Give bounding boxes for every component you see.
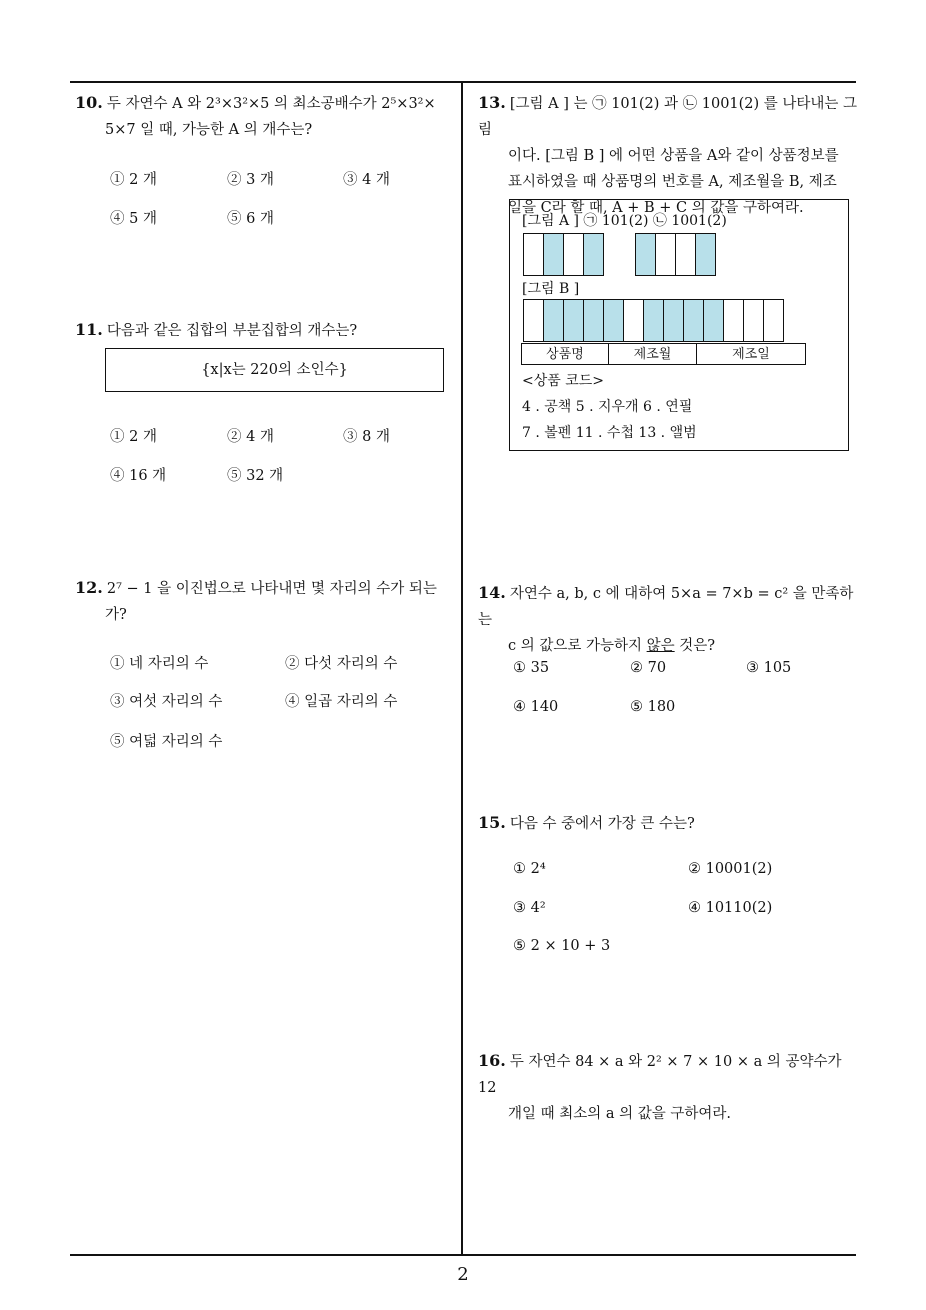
question-number: 13. — [478, 93, 506, 112]
question-number: 12. — [75, 578, 103, 597]
bottom-rule — [70, 1254, 856, 1256]
option-2[interactable]: ② 3 개 — [227, 172, 274, 188]
question-number: 14. — [478, 583, 506, 602]
question-number: 16. — [478, 1051, 506, 1070]
grid-cell — [655, 233, 676, 276]
option-2[interactable]: ② 4 개 — [227, 429, 274, 445]
page-number: 2 — [457, 1264, 469, 1285]
option-2[interactable]: ② 10001(2) — [688, 861, 773, 877]
question-text-cont: c 의 값으로 가능하지 — [508, 638, 647, 654]
column-month: 제조월 — [608, 343, 697, 365]
grid-cell — [643, 299, 664, 342]
option-1[interactable]: ① 2⁴ — [513, 861, 546, 877]
figure-box — [509, 199, 849, 451]
column-day: 제조일 — [696, 343, 806, 365]
question-text-end: 것은? — [674, 638, 716, 654]
grid-cell — [695, 233, 716, 276]
grid-cell — [723, 299, 744, 342]
question-11 — [75, 317, 460, 344]
grid-cell — [743, 299, 764, 342]
question-text: 2⁷ − 1 을 이진법으로 나타내면 몇 자리의 수가 되는 — [106, 581, 437, 597]
grid-cell — [583, 299, 604, 342]
option-4[interactable]: ④ 5 개 — [110, 211, 157, 227]
option-1[interactable]: ① 2 개 — [110, 429, 157, 445]
grid-cell — [603, 299, 624, 342]
question-10 — [75, 90, 460, 143]
figure-b-label: [그림 B ] — [522, 281, 580, 297]
option-5[interactable]: ⑤ 2 × 10 + 3 — [513, 938, 611, 954]
question-text-cont: 5×7 일 때, 가능한 A 의 개수는? — [105, 122, 313, 138]
question-text: 자연수 a, b, c 에 대하여 5×a = 7×b = c² 을 만족하는 — [478, 586, 854, 628]
grid-cell — [623, 299, 644, 342]
question-14 — [478, 580, 858, 659]
question-text: [그림 A ] 는 ㉠ 101(2) 과 ㉡ 1001(2) 를 나타내는 그림 — [478, 96, 858, 138]
question-number: 11. — [75, 320, 103, 339]
question-text: 다음 수 중에서 가장 큰 수는? — [509, 816, 695, 832]
option-4[interactable]: ④ 140 — [513, 699, 559, 715]
question-15 — [478, 810, 858, 837]
question-12 — [75, 575, 460, 628]
question-text-cont: 가? — [105, 607, 127, 623]
column-product: 상품명 — [521, 343, 609, 365]
grid-cell — [523, 299, 544, 342]
column-divider — [461, 82, 463, 1256]
question-text-cont: 개일 때 최소의 a 의 값을 구하여라. — [508, 1106, 731, 1122]
set-definition-box: {x|x는 220의 소인수} — [105, 348, 444, 392]
question-text: 두 자연수 A 와 2³×3²×5 의 최소공배수가 2⁵×3²× — [106, 96, 436, 112]
option-3[interactable]: ③ 105 — [746, 660, 792, 676]
question-text-cont: 표시하였을 때 상품명의 번호를 A, 제조월을 B, 제조 — [508, 174, 837, 190]
figure-a-label: [그림 A ] ㉠ 101(2) ㉡ 1001(2) — [522, 213, 727, 229]
option-3[interactable]: ③ 여섯 자리의 수 — [110, 694, 223, 710]
option-1[interactable]: ① 35 — [513, 660, 550, 676]
option-5[interactable]: ⑤ 32 개 — [227, 468, 284, 484]
figure-b-columns — [522, 343, 806, 365]
grid-cell — [635, 233, 656, 276]
option-5[interactable]: ⑤ 6 개 — [227, 211, 274, 227]
option-5[interactable]: ⑤ 여덟 자리의 수 — [110, 734, 223, 750]
underlined-word: 않은 — [646, 638, 675, 654]
grid-cell — [523, 233, 544, 276]
figure-b-cells — [523, 299, 784, 342]
option-2[interactable]: ② 70 — [630, 660, 667, 676]
option-3[interactable]: ③ 4 개 — [343, 172, 390, 188]
grid-cell — [563, 299, 584, 342]
code-title: <상품 코드> — [522, 373, 605, 389]
question-text: 다음과 같은 집합의 부분집합의 개수는? — [106, 323, 358, 339]
option-2[interactable]: ② 다섯 자리의 수 — [285, 656, 398, 672]
question-number: 10. — [75, 93, 103, 112]
figure-a-cells-2 — [635, 233, 716, 276]
option-3[interactable]: ③ 8 개 — [343, 429, 390, 445]
grid-cell — [663, 299, 684, 342]
code-line-2: 7 . 볼펜 11 . 수첩 13 . 앨범 — [522, 425, 697, 441]
option-4[interactable]: ④ 16 개 — [110, 468, 167, 484]
grid-cell — [763, 299, 784, 342]
option-3[interactable]: ③ 4² — [513, 900, 546, 916]
grid-cell — [675, 233, 696, 276]
code-line-1: 4 . 공책 5 . 지우개 6 . 연필 — [522, 399, 693, 415]
option-4[interactable]: ④ 10110(2) — [688, 900, 773, 916]
option-1[interactable]: ① 네 자리의 수 — [110, 656, 209, 672]
grid-cell — [583, 233, 604, 276]
grid-cell — [683, 299, 704, 342]
option-4[interactable]: ④ 일곱 자리의 수 — [285, 694, 398, 710]
grid-cell — [543, 299, 564, 342]
option-5[interactable]: ⑤ 180 — [630, 699, 676, 715]
grid-cell — [703, 299, 724, 342]
figure-a-cells-1 — [523, 233, 604, 276]
question-16 — [478, 1048, 858, 1127]
grid-cell — [543, 233, 564, 276]
question-text: 두 자연수 84 × a 와 2² × 7 × 10 × a 의 공약수가 12 — [478, 1054, 842, 1096]
question-number: 15. — [478, 813, 506, 832]
question-text-cont: 이다. [그림 B ] 에 어떤 상품을 A와 같이 상품정보를 — [508, 148, 839, 164]
option-1[interactable]: ① 2 개 — [110, 172, 157, 188]
question-text-cont: 일을 C라 할 때, A + B + C 의 값을 구하여라. — [508, 200, 804, 216]
grid-cell — [563, 233, 584, 276]
top-rule — [70, 81, 856, 83]
